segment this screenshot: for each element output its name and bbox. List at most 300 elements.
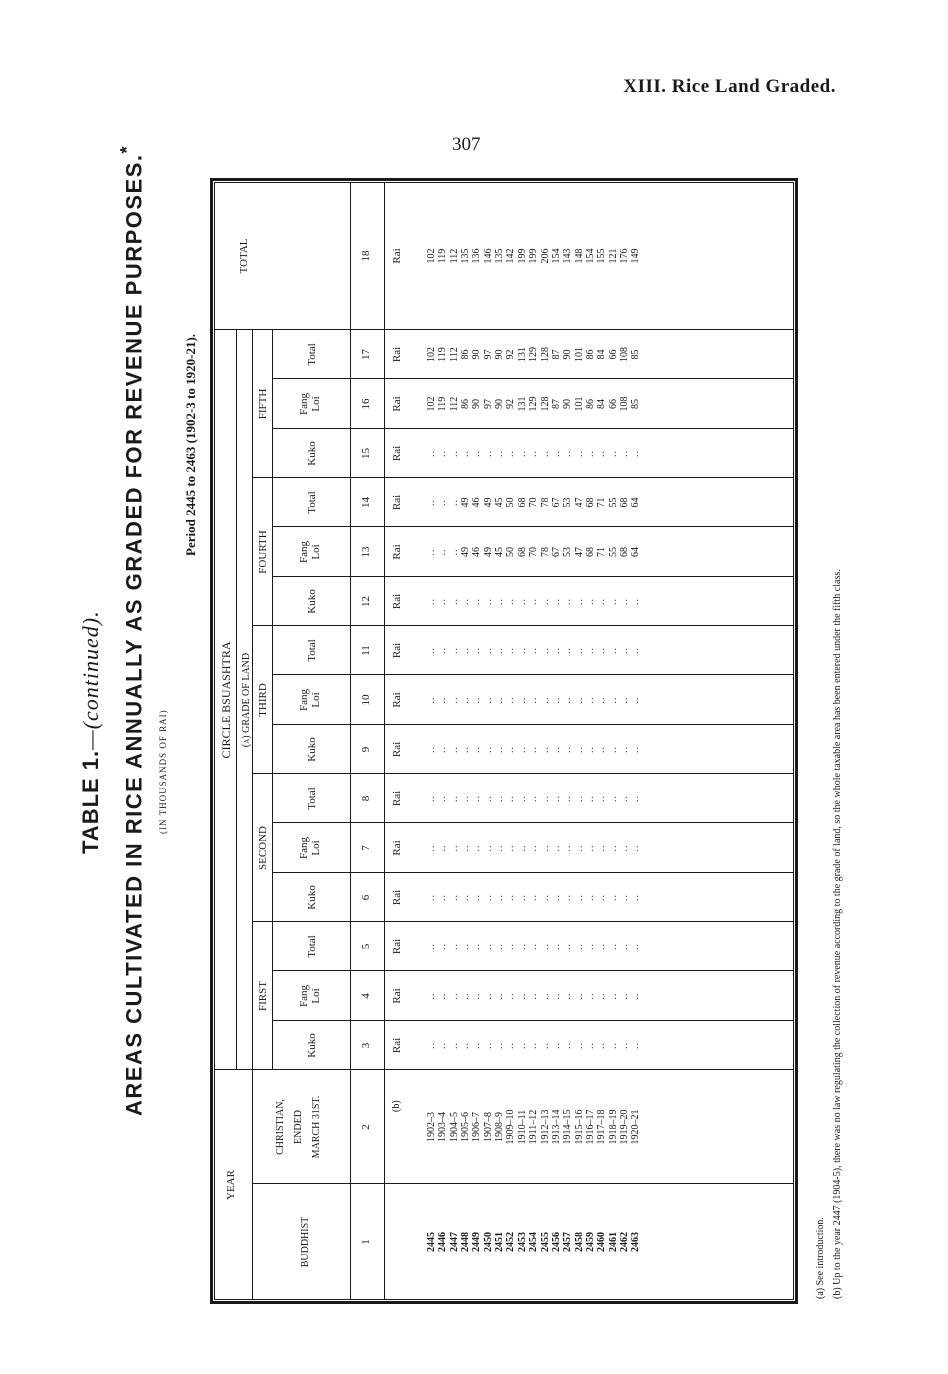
cell-grade-value: 46 [471,547,483,557]
cell-total-value: 142 [505,248,517,264]
cell-buddhist-year: 2461 [607,1232,619,1252]
cell-grade-value: .. [539,696,551,704]
subheader-fang: Fang [298,393,310,415]
cell-grade-value: .. [630,647,642,654]
cell-grade-value: 70 [528,547,540,557]
subheader-total: Total [306,787,318,810]
cell-grade-value: 129 [528,396,540,412]
cell-grade-value: 92 [505,349,517,360]
subheader-fang: Fang [298,985,310,1007]
unit-rai: Rai [391,642,403,659]
column-number-1: 1 [360,1239,372,1245]
cell-grade-value: .. [448,598,460,605]
cell-grade-value: .. [573,795,585,802]
subheader-fang-loi [298,675,322,725]
cell-grade-value: .. [539,844,551,852]
cell-grade-value: .. [437,844,449,852]
cell-grade-value: 119 [437,347,449,362]
cell-total-value: 121 [607,248,619,264]
cell-grade-value: 90 [562,349,574,360]
cell-grade-value: .. [516,696,528,704]
cell-grade-value: .. [584,647,596,654]
column-number-8: 8 [360,795,372,802]
footnote-b: (b) Up to the year 2447 (1904-5), there was no law regulating the collection of revenue according to the grade of land, so the whole taxable area has been entered under the fifth class. [832,569,843,1299]
cell-grade-value: 53 [562,497,574,508]
cell-grade-value: .. [505,795,517,802]
cell-grade-value: .. [596,992,608,1000]
cell-grade-value: .. [562,598,574,605]
cell-total-value: 176 [618,248,630,264]
cell-grade-value: .. [584,598,596,605]
cell-grade-value: .. [516,598,528,605]
cell-grade-value: .. [596,598,608,605]
header-grade: (a) GRADE OF LAND [241,652,252,748]
rule-h [236,330,237,1070]
cell-grade-value: .. [539,795,551,802]
cell-christian-year: 1920–21 [630,1109,642,1145]
cell-grade-value: .. [607,992,619,1000]
cell-grade-value: .. [630,844,642,852]
cell-grade-value: 87 [550,349,562,360]
subheader-loi: Loi [310,988,322,1004]
unit-rai: Rai [391,790,403,807]
subheader-kuko: Kuko [306,885,318,910]
cell-grade-value: 101 [573,396,585,412]
cell-grade-value: .. [550,795,562,802]
cell-grade-value: .. [482,992,494,1000]
cell-buddhist-year: 2453 [516,1232,528,1252]
cell-grade-value: .. [448,795,460,802]
cell-grade-value: .. [562,943,574,950]
cell-grade-value: .. [618,746,630,753]
cell-grade-value: .. [618,696,630,704]
column-number-2: 2 [360,1124,372,1130]
cell-grade-value: .. [516,795,528,802]
cell-grade-value: 102 [426,347,437,362]
header-christian-line1: CHRISTIAN, [275,1099,286,1155]
cell-christian-year: 1915–16 [573,1109,585,1145]
cell-grade-value: .. [550,844,562,852]
cell-grade-value: 68 [516,497,528,508]
cell-grade-value: .. [505,894,517,901]
cell-grade-value: .. [596,1042,608,1049]
cell-grade-value: 55 [607,547,619,557]
cell-grade-value: .. [596,844,608,852]
cell-grade-value: .. [516,844,528,852]
cell-grade-value: .. [618,450,630,457]
cell-grade-value: .. [471,992,483,1000]
cell-grade-value: .. [573,598,585,605]
cell-grade-value: 68 [618,547,630,557]
subheader-kuko: Kuko [306,1033,318,1058]
cell-grade-value: .. [630,943,642,950]
cell-grade-value: 49 [460,547,472,557]
cell-buddhist-year: 2452 [505,1232,517,1252]
cell-grade-value: .. [494,598,506,605]
subtitle-mark: * [116,144,137,154]
grade-header-fifth: FIFTH [257,388,269,420]
cell-grade-value: .. [550,696,562,704]
cell-buddhist-year: 2448 [460,1232,472,1252]
cell-grade-value: .. [550,943,562,950]
cell-buddhist-year: 2463 [630,1232,642,1252]
cell-grade-value: .. [539,1042,551,1049]
cell-grade-value: 68 [618,497,630,508]
table-subtitle [116,145,147,1116]
column-number-4: 4 [360,993,372,999]
cell-buddhist-year: 2454 [528,1232,540,1252]
grade-header-first: FIRST [257,981,269,1011]
cell-grade-value: 86 [460,399,472,409]
unit-rai: Rai [391,544,403,560]
cell-grade-value: .. [562,647,574,654]
cell-grade-value: .. [437,795,449,802]
cell-christian-year: 1911–12 [528,1109,540,1145]
subheader-kuko: Kuko [306,589,318,614]
cell-grade-value: .. [448,450,460,457]
cell-grade-value: .. [505,943,517,950]
cell-total-value: 199 [516,248,528,264]
cell-grade-value: .. [426,598,437,605]
cell-grade-value: 90 [494,399,506,409]
cell-grade-value: .. [460,1042,472,1049]
cell-grade-value: .. [471,1042,483,1049]
cell-grade-value: 102 [426,396,437,412]
cell-grade-value: .. [516,647,528,654]
cell-grade-value: .. [505,746,517,753]
cell-grade-value: .. [618,598,630,605]
cell-grade-value: 92 [505,399,517,409]
cell-grade-value: 128 [539,347,551,362]
cell-grade-value: 70 [528,497,540,508]
cell-christian-year: 1917–18 [596,1109,608,1145]
cell-grade-value: .. [471,943,483,950]
cell-grade-value: 66 [607,399,619,409]
cell-grade-value: 84 [596,349,608,360]
subheader-kuko: Kuko [306,441,318,466]
grade-header-second: SECOND [257,826,269,871]
cell-total-value: 136 [471,248,483,264]
footnote-a: (a) See introduction. [815,1217,826,1299]
cell-grade-value: 90 [471,349,483,360]
cell-grade-value: .. [437,647,449,654]
cell-grade-value: .. [482,1042,494,1049]
cell-grade-value: .. [528,894,540,901]
cell-grade-value: 90 [471,399,483,409]
b-footnote-ref: (b) [391,1100,402,1112]
column-number-16: 16 [360,398,372,410]
unit-rai: Rai [391,692,403,708]
header-year: YEAR [225,1170,237,1200]
cell-grade-value: .. [584,696,596,704]
cell-grade-value: 45 [494,547,506,557]
cell-christian-year: 1904–5 [448,1112,460,1142]
column-number-12: 12 [360,596,372,607]
cell-christian-year: 1914–15 [562,1109,574,1145]
cell-grade-value: 86 [584,349,596,360]
cell-grade-value: .. [426,992,437,1000]
cell-grade-value: 53 [562,547,574,557]
cell-grade-value: .. [494,992,506,1000]
cell-christian-year: 1905–6 [460,1112,472,1142]
cell-grade-value: .. [516,1042,528,1049]
cell-grade-value: .. [630,992,642,1000]
cell-grade-value: .. [584,1042,596,1049]
cell-grade-value: .. [448,746,460,753]
cell-buddhist-year: 2457 [562,1232,574,1252]
cell-grade-value: .. [584,992,596,1000]
cell-grade-value: .. [516,450,528,457]
cell-buddhist-year: 2459 [584,1232,596,1252]
cell-grade-value: 49 [482,497,494,508]
cell-grade-value: .. [505,844,517,852]
cell-grade-value: .. [482,598,494,605]
cell-grade-value: .. [471,844,483,852]
cell-total-value: 102 [426,248,437,264]
subheader-fang: Fang [298,689,310,711]
cell-grade-value: 67 [550,497,562,508]
cell-grade-value: .. [460,746,472,753]
cell-grade-value: .. [482,647,494,654]
cell-grade-value: .. [528,696,540,704]
cell-grade-value: 97 [482,349,494,360]
cell-grade-value: .. [426,450,437,457]
cell-grade-value: 67 [550,547,562,557]
cell-grade-value: 50 [505,497,517,508]
cell-grade-value: .. [448,647,460,654]
cell-grade-value: .. [437,894,449,901]
cell-total-value: 119 [437,248,449,264]
cell-grade-value: .. [584,894,596,901]
cell-grade-value: 112 [448,347,460,362]
cell-christian-year: 1906–7 [471,1112,483,1142]
header-christian-line3: MARCH 31ST. [311,1095,322,1159]
cell-grade-value: 90 [494,349,506,360]
cell-grade-value: .. [562,1042,574,1049]
cell-grade-value: .. [562,894,574,901]
cell-buddhist-year: 2450 [482,1232,494,1252]
cell-grade-value: 97 [482,399,494,409]
cell-christian-year: 1919–20 [618,1109,630,1145]
cell-grade-value: .. [460,696,472,704]
cell-grade-value: 86 [460,349,472,360]
cell-grade-value: .. [596,746,608,753]
unit-rai: Rai [391,445,403,462]
column-number-10: 10 [360,694,372,706]
column-number-3: 3 [360,1042,372,1049]
cell-grade-value: .. [471,894,483,901]
cell-grade-value: .. [482,746,494,753]
cell-grade-value: .. [437,943,449,950]
cell-christian-year: 1908–9 [494,1112,506,1142]
cell-grade-value: .. [471,450,483,457]
cell-grade-value: .. [618,943,630,950]
column-number-6: 6 [360,894,372,901]
cell-grade-value: .. [539,992,551,1000]
cell-grade-value: .. [618,1042,630,1049]
cell-grade-value: .. [550,450,562,457]
cell-grade-value: .. [460,647,472,654]
cell-grade-value: .. [460,943,472,950]
cell-grade-value: 55 [607,497,619,508]
rule-h [252,1070,253,1300]
cell-grade-value: .. [448,696,460,704]
cell-grade-value: .. [494,844,506,852]
cell-buddhist-year: 2451 [494,1232,506,1252]
subheader-fang: Fang [298,837,310,859]
cell-grade-value: 78 [539,547,551,557]
cell-grade-value: .. [482,795,494,802]
cell-grade-value: .. [528,450,540,457]
cell-grade-value: .. [448,844,460,852]
column-number-18: 18 [360,250,372,262]
cell-grade-value: .. [426,696,437,704]
grade-header-third: THIRD [257,683,269,717]
subheader-loi: Loi [310,840,322,856]
cell-total-value: 135 [494,248,506,264]
table-title-text: TABLE 1. [78,749,103,854]
cell-grade-value: .. [607,894,619,901]
cell-grade-value: .. [494,894,506,901]
cell-grade-value: .. [471,598,483,605]
cell-grade-value: .. [494,943,506,950]
cell-buddhist-year: 2449 [471,1232,483,1252]
subheader-total: Total [306,343,318,366]
cell-total-value: 149 [630,248,642,264]
cell-grade-value: .. [630,1042,642,1049]
cell-grade-value: 129 [528,347,540,362]
cell-grade-value: .. [550,894,562,901]
cell-grade-value: .. [584,746,596,753]
cell-buddhist-year: 2458 [573,1232,585,1252]
subheader-loi: Loi [310,396,322,412]
cell-grade-value: .. [426,1042,437,1049]
cell-grade-value: .. [460,844,472,852]
cell-christian-year: 1907–8 [482,1112,494,1142]
cell-total-value: 143 [562,248,574,264]
cell-grade-value: .. [482,844,494,852]
cell-grade-value: 47 [573,547,585,557]
cell-grade-value: 78 [539,497,551,508]
cell-grade-value: .. [505,696,517,704]
cell-grade-value: .. [539,746,551,753]
page-number: 307 [452,134,481,155]
subheader-fang-loi [298,527,322,577]
cell-grade-value: 64 [630,547,642,557]
cell-grade-value: .. [630,696,642,704]
cell-grade-value: 71 [596,547,608,557]
cell-grade-value: .. [528,746,540,753]
cell-grade-value: .. [630,746,642,753]
cell-grade-value: .. [460,450,472,457]
cell-grade-value: .. [471,746,483,753]
cell-grade-value: .. [437,1042,449,1049]
cell-total-value: 206 [539,248,551,264]
cell-grade-value: .. [528,844,540,852]
cell-grade-value: .. [596,943,608,950]
cell-grade-value: .. [618,894,630,901]
cell-grade-value: .. [494,1042,506,1049]
unit-rai: Rai [391,593,403,610]
cell-grade-value: .. [607,450,619,457]
cell-grade-value: .. [596,647,608,654]
cell-grade-value: .. [596,795,608,802]
cell-grade-value: .. [528,598,540,605]
cell-grade-value: .. [528,1042,540,1049]
cell-grade-value: .. [471,795,483,802]
cell-grade-value: .. [516,992,528,1000]
unit-rai: Rai [391,938,403,955]
cell-grade-value: 87 [550,399,562,409]
cell-grade-value: 85 [630,399,642,409]
cell-grade-value: .. [528,795,540,802]
cell-grade-value: .. [630,450,642,457]
cell-grade-value: 50 [505,547,517,557]
cell-grade-value: .. [494,795,506,802]
cell-grade-value: 47 [573,497,585,508]
cell-grade-value: .. [460,894,472,901]
table-title [78,610,104,854]
cell-grade-value: .. [539,647,551,654]
cell-grade-value: .. [607,746,619,753]
cell-grade-value: .. [482,894,494,901]
column-number-14: 14 [360,497,372,508]
cell-grade-value: .. [630,894,642,901]
cell-grade-value: .. [437,499,449,506]
cell-grade-value: .. [437,746,449,753]
column-number-17: 17 [360,349,372,360]
cell-grade-value: 66 [607,349,619,360]
unit-rai: Rai [391,248,403,264]
cell-grade-value: .. [426,746,437,753]
cell-grade-value: .. [482,450,494,457]
cell-grade-value: .. [505,992,517,1000]
cell-grade-value: .. [584,795,596,802]
cell-grade-value: .. [494,647,506,654]
cell-grade-value: .. [550,1042,562,1049]
header-christian [272,1070,326,1184]
rule-h [384,182,385,1300]
section-title: XIII. Rice Land Graded. [623,76,836,97]
subheader-total: Total [306,935,318,958]
cell-grade-value: 84 [596,399,608,409]
cell-grade-value: .. [630,598,642,605]
cell-grade-value: 131 [516,396,528,412]
cell-grade-value: .. [528,943,540,950]
cell-grade-value: .. [562,696,574,704]
cell-grade-value: .. [426,795,437,802]
cell-christian-year: 1909–10 [505,1109,517,1145]
cell-grade-value: .. [471,696,483,704]
cell-grade-value: 85 [630,349,642,360]
rule-h [350,182,351,1300]
cell-grade-value: .. [482,943,494,950]
cell-grade-value: .. [618,844,630,852]
cell-grade-value: 49 [482,547,494,557]
cell-grade-value: .. [573,992,585,1000]
cell-grade-value: .. [539,894,551,901]
cell-total-value: 154 [550,248,562,264]
cell-grade-value: .. [607,647,619,654]
cell-grade-value: .. [494,450,506,457]
cell-grade-value: .. [516,894,528,901]
cell-grade-value: 49 [460,497,472,508]
cell-grade-value: 68 [584,497,596,508]
cell-grade-value: .. [607,943,619,950]
column-number-11: 11 [360,645,372,656]
cell-grade-value: .. [596,894,608,901]
cell-grade-value: .. [562,844,574,852]
